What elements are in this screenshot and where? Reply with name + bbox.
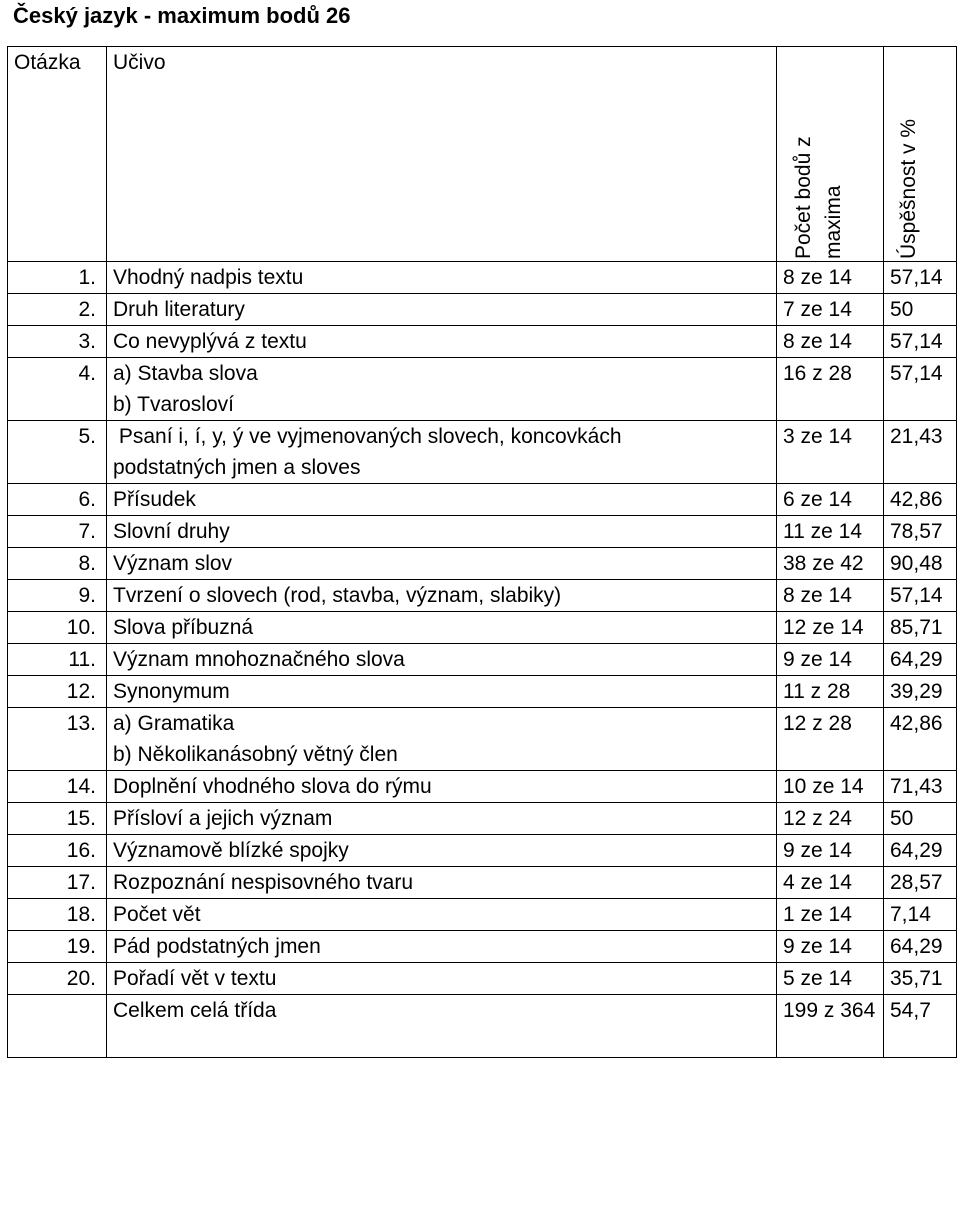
topic-line: Synonymum: [113, 680, 230, 703]
table-row: [8, 516, 957, 548]
topic-line: b) Několikanásobný větný člen: [113, 743, 398, 766]
topic-line: Psaní i, í, y, ý ve vyjmenovaných slovech, koncovkách: [113, 425, 622, 448]
topic-cell: [107, 931, 777, 963]
topic-line: Význam mnohoznačného slova: [113, 648, 405, 671]
table-row: [8, 899, 957, 931]
question-number: 13.: [8, 708, 107, 771]
topic-cell: [107, 294, 777, 326]
question-number: 2.: [8, 294, 107, 326]
success-cell: 7,14: [884, 899, 957, 931]
question-number: 1.: [8, 262, 107, 294]
topic-line: Vhodný nadpis textu: [113, 266, 304, 289]
header-points: [777, 47, 884, 262]
table-row: [8, 676, 957, 708]
points-cell: 4 ze 14: [777, 867, 884, 899]
points-cell: 8 ze 14: [777, 326, 884, 358]
topic-line: b) Tvarosloví: [113, 393, 234, 416]
success-cell: 50: [884, 803, 957, 835]
points-cell: 9 ze 14: [777, 644, 884, 676]
points-cell: 3 ze 14: [777, 421, 884, 484]
header-points-line2: maxima: [822, 185, 845, 259]
table-row: [8, 963, 957, 995]
topic-cell: [107, 548, 777, 580]
points-cell: 8 ze 14: [777, 580, 884, 612]
points-cell: 12 ze 14: [777, 612, 884, 644]
topic-line: Přísudek: [113, 488, 196, 511]
success-cell: 64,29: [884, 644, 957, 676]
points-cell: 12 z 24: [777, 803, 884, 835]
success-cell: 57,14: [884, 326, 957, 358]
success-cell: 35,71: [884, 963, 957, 995]
topic-line: a) Gramatika: [113, 712, 235, 735]
success-cell: 90,48: [884, 548, 957, 580]
table-row: [8, 644, 957, 676]
topic-cell: [107, 899, 777, 931]
points-cell: 9 ze 14: [777, 931, 884, 963]
header-success: [884, 47, 957, 262]
success-cell: 57,14: [884, 262, 957, 294]
topic-line: podstatných jmen a sloves: [113, 456, 361, 479]
question-number: 14.: [8, 771, 107, 803]
topic-line: Tvrzení o slovech (rod, stavba, význam, slabiky): [113, 584, 562, 607]
points-cell: 16 z 28: [777, 358, 884, 421]
topic-cell: [107, 676, 777, 708]
topic-cell: [107, 867, 777, 899]
points-cell: 38 ze 42: [777, 548, 884, 580]
topic-line: Významově blízké spojky: [113, 839, 349, 862]
header-success-label: Úspěšnost v %: [897, 118, 920, 259]
success-cell: 28,57: [884, 867, 957, 899]
question-number: 10.: [8, 612, 107, 644]
topic-cell: [107, 421, 777, 484]
success-cell: 85,71: [884, 612, 957, 644]
success-cell: 57,14: [884, 580, 957, 612]
question-number: 20.: [8, 963, 107, 995]
header-points-line1: Počet bodů z: [792, 136, 815, 259]
table-row: [8, 867, 957, 899]
topic-cell: [107, 835, 777, 867]
topic-line: Význam slov: [113, 552, 233, 575]
topic-line: Pořadí vět v textu: [113, 967, 277, 990]
header-topic: Učivo: [107, 47, 777, 262]
success-cell: 64,29: [884, 931, 957, 963]
table-row: [8, 548, 957, 580]
success-cell: 57,14: [884, 358, 957, 421]
table-row: [8, 484, 957, 516]
table-row: [8, 835, 957, 867]
success-cell: 71,43: [884, 771, 957, 803]
success-cell: 42,86: [884, 484, 957, 516]
total-points: 199 z 364: [777, 995, 884, 1058]
table-row: [8, 708, 957, 771]
topic-cell: [107, 612, 777, 644]
table-row: [8, 358, 957, 421]
success-cell: 42,86: [884, 708, 957, 771]
topic-cell: [107, 644, 777, 676]
topic-line: a) Stavba slova: [113, 362, 258, 385]
topic-line: Druh literatury: [113, 298, 245, 321]
question-number: 5.: [8, 421, 107, 484]
points-cell: 10 ze 14: [777, 771, 884, 803]
points-cell: 8 ze 14: [777, 262, 884, 294]
total-pct: 54,7: [884, 995, 957, 1058]
points-cell: 5 ze 14: [777, 963, 884, 995]
question-number: 7.: [8, 516, 107, 548]
topic-cell: [107, 484, 777, 516]
success-cell: 78,57: [884, 516, 957, 548]
topic-line: Počet vět: [113, 903, 201, 926]
table-row: [8, 421, 957, 484]
document-title: Český jazyk - maximum bodů 26: [13, 3, 351, 28]
table-row: [8, 803, 957, 835]
question-number: 4.: [8, 358, 107, 421]
topic-line: Rozpoznání nespisovného tvaru: [113, 871, 414, 894]
question-number: 18.: [8, 899, 107, 931]
success-cell: 64,29: [884, 835, 957, 867]
question-number: 19.: [8, 931, 107, 963]
header-question: Otázka: [8, 47, 107, 262]
question-number: 8.: [8, 548, 107, 580]
table-row: [8, 326, 957, 358]
points-cell: 11 z 28: [777, 676, 884, 708]
question-number: 16.: [8, 835, 107, 867]
points-cell: 12 z 28: [777, 708, 884, 771]
success-cell: 21,43: [884, 421, 957, 484]
topic-line: Doplnění vhodného slova do rýmu: [113, 775, 432, 798]
topic-cell: [107, 516, 777, 548]
table-row: [8, 771, 957, 803]
topic-cell: [107, 580, 777, 612]
topic-cell: [107, 326, 777, 358]
points-cell: 9 ze 14: [777, 835, 884, 867]
question-number: 11.: [8, 644, 107, 676]
question-number: 6.: [8, 484, 107, 516]
topic-line: Slovní druhy: [113, 520, 230, 543]
topic-cell: [107, 771, 777, 803]
topic-cell: [107, 708, 777, 771]
topic-line: Slova příbuzná: [113, 616, 254, 639]
table-row: [8, 580, 957, 612]
question-number: 12.: [8, 676, 107, 708]
question-number: 3.: [8, 326, 107, 358]
table-row: [8, 262, 957, 294]
table-row: [8, 931, 957, 963]
points-cell: 7 ze 14: [777, 294, 884, 326]
topic-cell: [107, 963, 777, 995]
topic-line: Přísloví a jejich význam: [113, 807, 333, 830]
question-number: 17.: [8, 867, 107, 899]
question-number: 15.: [8, 803, 107, 835]
total-label: Celkem celá třída: [107, 995, 777, 1058]
topic-line: Co nevyplývá z textu: [113, 330, 307, 353]
topic-line: Pád podstatných jmen: [113, 935, 321, 958]
table-row: [8, 294, 957, 326]
total-row: [8, 995, 957, 1058]
topic-cell: [107, 803, 777, 835]
results-table: [7, 46, 957, 1058]
topic-cell: [107, 358, 777, 421]
table-row: [8, 612, 957, 644]
points-cell: 11 ze 14: [777, 516, 884, 548]
points-cell: 1 ze 14: [777, 899, 884, 931]
success-cell: 50: [884, 294, 957, 326]
question-number: 9.: [8, 580, 107, 612]
header-row: [8, 47, 957, 262]
points-cell: 6 ze 14: [777, 484, 884, 516]
success-cell: 39,29: [884, 676, 957, 708]
total-num: [8, 995, 107, 1058]
topic-cell: [107, 262, 777, 294]
